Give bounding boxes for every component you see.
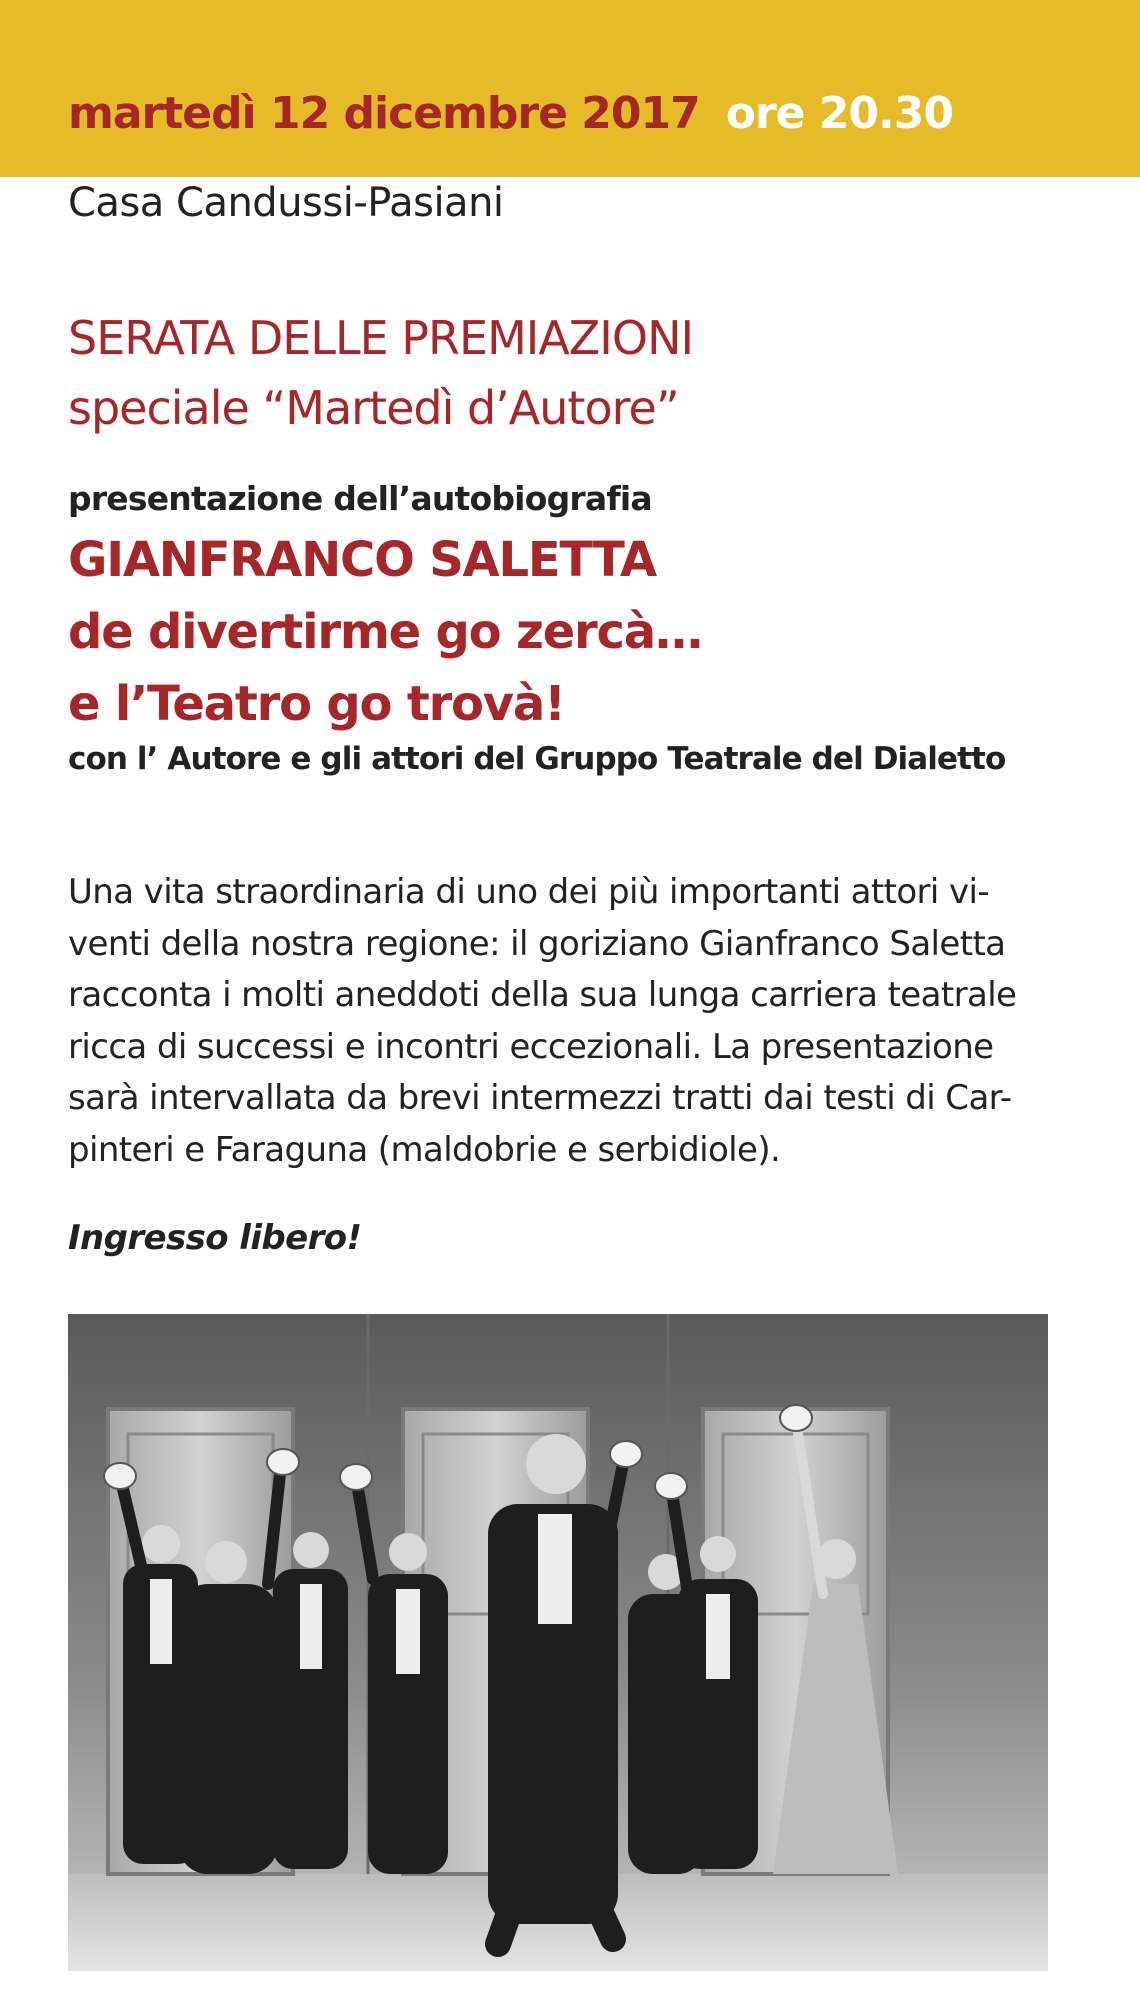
description-line: ricca di successi e incontri eccezionali. La presentazione — [68, 1026, 994, 1067]
book-title-line-1: de divertirme go zercà… — [68, 604, 702, 660]
event-description — [68, 867, 1058, 1176]
description-line: venti della nostra regione: il goriziano Gianfranco Saletta — [68, 923, 1006, 964]
participants-line: con l’ Autore e gli attori del Gruppo Teatrale del Dialetto — [68, 741, 1006, 777]
free-entry-note: Ingresso libero! — [68, 1218, 362, 1258]
event-title-line-1: SERATA DELLE PREMIAZIONI — [68, 311, 694, 365]
event-time: ore 20.30 — [725, 88, 953, 139]
description-line: Una vita straordinaria di uno dei più importanti attori vi- — [68, 872, 990, 912]
stage-photo — [68, 1314, 1048, 1971]
description-line: racconta i molti aneddoti della sua lunga carriera teatrale — [68, 975, 1017, 1015]
event-datetime — [68, 88, 953, 139]
event-date: martedì 12 dicembre 2017 — [68, 88, 700, 139]
description-line: sarà intervallata da brevi intermezzi tratti dai testi di Car- — [68, 1078, 1012, 1118]
event-title-line-2: speciale “Martedì d’Autore” — [68, 381, 679, 435]
venue-name: Casa Candussi-Pasiani — [68, 180, 504, 226]
author-name: GIANFRANCO SALETTA — [68, 532, 656, 588]
book-title-line-2: e l’Teatro go trovà! — [68, 676, 565, 732]
stage-photo-illustration — [68, 1314, 1048, 1971]
description-line: pinteri e Faraguna (maldobrie e serbidiole). — [68, 1129, 781, 1170]
event-title — [68, 303, 693, 443]
presentation-intro: presentazione dell’autobiografia — [68, 479, 652, 518]
book-title-block — [68, 524, 702, 740]
